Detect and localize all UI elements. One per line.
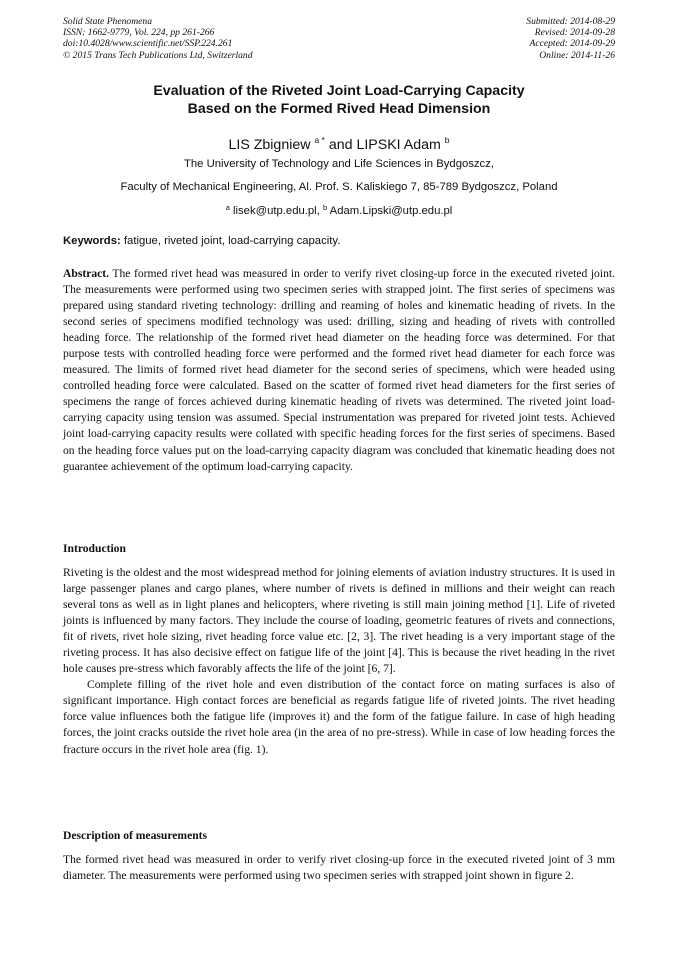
author-emails (63, 201, 615, 218)
email-a-marker: a (225, 203, 230, 212)
introduction-body (63, 565, 615, 758)
author-lipski: LIPSKI Adam (356, 137, 441, 153)
submission-dates (526, 16, 615, 61)
author-lis: LIS Zbigniew (228, 137, 311, 153)
journal-name: Solid State Phenomena (63, 16, 152, 27)
journal-doi[interactable]: doi:10.4028/www.scientific.net/SSP.224.261 (63, 38, 233, 50)
keywords (63, 234, 615, 248)
journal-issn: ISSN: 1662-9779, Vol. 224, pp 261-266 (63, 27, 215, 39)
email-b-marker: b (322, 203, 328, 212)
abstract (63, 266, 615, 475)
paper-title (63, 82, 615, 118)
journal-info (63, 16, 253, 61)
keywords-text: fatigue, riveted joint, load-carrying capacity. (123, 235, 341, 247)
title-line-1: Evaluation of the Riveted Joint Load-Carrying Capacity (153, 83, 525, 99)
introduction-paragraph-2: Complete filling of the rivet hole and even distribution of the contact force on mating surfaces is also of significant importance. High contact forces are beneficial as regards fatigue life of riveted joints. The rivet heading force value influences both the fatigue life (improves it) and the form of the fatigue failure. In case of high heading forces, the joint cracks outside the rivet hole area (in the area of no pre-stress). While in case of low heading forces the fracture occurs in the rivet hole area (fig. 1). (63, 678, 615, 756)
section-heading-introduction: Introduction (63, 542, 126, 555)
author-lipski-marker: b (444, 135, 450, 145)
introduction-paragraph-1: Riveting is the oldest and the most widespread method for joining elements of aviation industry structures. It is used in large passenger planes and cargo planes, where number of rivets is defined in millions and their weight can reach several tons as well as in light planes and helicopters, where riveting is still main joining method [1]. Life of riveted joints is influenced by many factors. They include the course of loading, geometric features of rivets and connections, fit of rivets, rivet hole sizing, rivet heading force value etc. [2, 3]. The rivet heading is a very important stage of the riveting process. It has also decisive effect on fatigue life of the joint [4]. This is because the rivet heading in the rivet hole causes pre-stress which favorably affects the life of the joint [6, 7]. (63, 566, 615, 676)
title-line-2: Based on the Formed Rived Head Dimension (187, 101, 491, 117)
measurements-paragraph-1: The formed rivet head was measured in order to verify rivet closing-up force in the executed riveted joint of 3 mm diameter. The measurements were performed using two specimen series with strapped joint shown in figure 2. (63, 853, 615, 883)
journal-copyright: © 2015 Trans Tech Publications Ltd, Switzerland (63, 49, 253, 61)
date-online: Online: 2014-11-26 (539, 49, 615, 61)
date-accepted: Accepted: 2014-09-29 (529, 38, 615, 50)
affiliation-address: Faculty of Mechanical Engineering, Al. Prof. S. Kaliskiego 7, 85-789 Bydgoszcz, Poland (120, 181, 558, 193)
author-conjunction: and (328, 137, 353, 153)
abstract-label: Abstract. (63, 267, 110, 280)
author-list (63, 131, 615, 154)
section-heading-measurements: Description of measurements (63, 829, 208, 842)
affiliation-university: The University of Technology and Life Sciences in Bydgoszcz, (184, 158, 494, 170)
email-lipski[interactable]: Adam.Lipski@utp.edu.pl (329, 205, 453, 217)
author-lis-marker: a * (314, 135, 325, 145)
email-lis[interactable]: lisek@utp.edu.pl, (233, 205, 320, 217)
date-submitted: Submitted: 2014-08-29 (526, 16, 615, 27)
measurements-body (63, 852, 615, 884)
date-revised: Revised: 2014-09-28 (534, 27, 615, 39)
abstract-text: The formed rivet head was measured in order to verify rivet closing-up force in the executed riveted joint. The measurements were performed using two specimen series with strapped joint. The first series of specimens was prepared using standard riveting technology: drilling and reaming of holes and kinematic heading of rivets. In the second series of specimens modified technology was used: drilling, sizing and heading of rivets with controlled heading force. The relationship of the formed rivet head diameter on the heading force was determined. For that purpose tests with controlled heading force were performed and the formed rivet head diameter for each force was measured. The limits of formed rivet head diameter for the second series of specimens, which were headed using controlled heading force were calculated. Based on the scatter of formed rivet head diameters for the first series of specimens the range of forces achieved during kinematic heading of rivets was determined. The riveted joint load-carrying capacity using tension was assumed. Special instrumentation was prepared for riveted joint tests. Achieved joint load-carrying capacity results were collated with specific heading forces for the first series of specimens. Based on the heading force values put on the load-carrying capacity diagram was concluded that kinematic heading does not guarantee achievement of the optimum load-carrying capacity. (63, 267, 615, 473)
keywords-label: Keywords: (63, 235, 121, 247)
